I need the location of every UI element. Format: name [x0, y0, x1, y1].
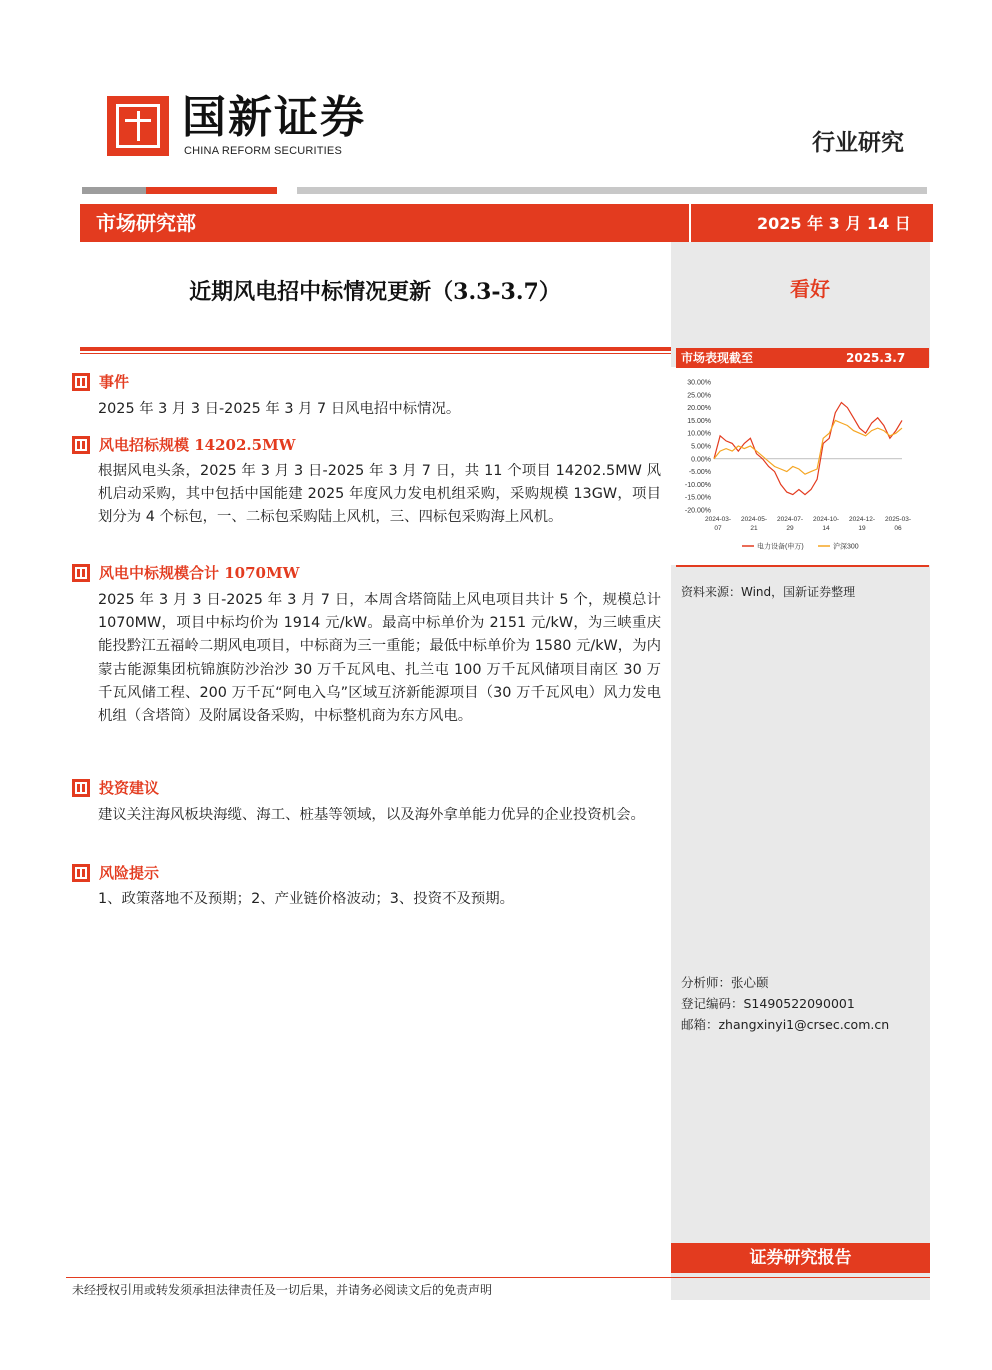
y-tick-label: 5.00% [691, 443, 711, 451]
title-rule-thin [80, 353, 671, 354]
x-tick-label: 2024-03-07 [704, 516, 732, 532]
y-tick-label: -15.00% [684, 494, 711, 502]
analyst-name: 分析师：张心颐 [681, 975, 769, 990]
analyst-registration: 登记编码：S1490522090001 [681, 996, 855, 1011]
section-bullet-icon [72, 373, 90, 391]
report-date: 2025 年 3 月 14 日 [757, 214, 911, 233]
x-tick-label: 2024-07-29 [776, 516, 804, 532]
section-tender-body: 根据风电头条，2025 年 3 月 3 日-2025 年 3 月 7 日，共 11 个项目 14202.5MW 风机启动采购，其中包括中国能建 2025 年度风力发电机组采购，采购规模 13GW，项目划分为 4 个标包，一、二标包采购陆上风机，三、四标包采购海上风机。 [98, 463, 661, 526]
industry-rating: 看好 [790, 277, 830, 301]
y-tick-label: 0.00% [691, 456, 711, 464]
title-rule-thick [80, 347, 671, 351]
section-tender-heading [72, 435, 296, 455]
y-tick-label: 25.00% [687, 392, 711, 400]
market-performance-chart [676, 372, 928, 562]
chart-bottom-rule [676, 565, 929, 567]
section-bullet-icon [72, 564, 90, 582]
legend-label-1: 沪深300 [833, 543, 859, 551]
y-tick-label: 20.00% [687, 405, 711, 413]
section-event-heading [72, 372, 129, 392]
section-title: 风电招标规模 14202.5MW [99, 436, 296, 454]
y-tick-label: 15.00% [687, 417, 711, 425]
section-advice-heading [72, 778, 159, 798]
series-line-1 [714, 420, 902, 474]
header-accent-red [146, 187, 277, 194]
header-accent-gray-right [297, 187, 927, 194]
section-award-body: 2025 年 3 月 3 日-2025 年 3 月 7 日，本周含塔筒陆上风电项目共计 5 个，规模总计 1070MW，项目中标均价为 1914 元/kW。最高中标单价为 2151 元/kW，为三峡重庆能投黔江五福岭二期风电项目，中标商为三一重能；最低中标单价为 1580 元/kW，为内蒙古能源集团杭锦旗防沙治沙 30 万千瓦风电、扎兰屯 100 万千瓦风储项目南区 30 万千瓦风储工程、200 万千瓦“阿电入乌”区域互济新能源项目（30 万千瓦风电）风力发电机组（含塔筒）及附属设备采购，中标整机商为东方风电。 [98, 592, 661, 725]
x-tick-label: 2024-10-14 [812, 516, 840, 532]
y-tick-label: 10.00% [687, 430, 711, 438]
y-tick-label: -20.00% [684, 507, 711, 515]
section-event-body: 2025 年 3 月 3 日-2025 年 3 月 7 日风电招中标情况。 [98, 401, 461, 417]
footer-rule [66, 1277, 930, 1278]
department-name: 市场研究部 [96, 211, 196, 235]
y-tick-label: -10.00% [684, 481, 711, 489]
section-risk-heading [72, 863, 159, 883]
y-tick-label: -5.00% [688, 469, 711, 477]
x-tick-label: 2024-12-19 [848, 516, 876, 532]
header-accent-gray-left [82, 187, 146, 194]
section-advice-body: 建议关注海风板块海缆、海工、桩基等领域，以及海外拿单能力优异的企业投资机会。 [98, 807, 645, 823]
chart-source: 资料来源：Wind，国新证券整理 [681, 585, 856, 599]
x-tick-label: 2024-05-21 [740, 516, 768, 532]
report-label: 证券研究报告 [749, 1248, 852, 1268]
section-award-heading [72, 563, 299, 583]
report-title: 近期风电招中标情况更新（3.3-3.7） [189, 279, 561, 305]
x-tick-label: 2025-03-06 [884, 516, 912, 532]
section-title: 风险提示 [99, 864, 160, 882]
report-type: 行业研究 [812, 129, 904, 156]
company-logo-english: CHINA REFORM SECURITIES [184, 145, 343, 157]
section-title: 投资建议 [99, 779, 160, 797]
disclaimer: 未经授权引用或转发须承担法律责任及一切后果，并请务必阅读文后的免责声明 [72, 1283, 493, 1297]
section-bullet-icon [72, 864, 90, 882]
series-line-0 [714, 403, 902, 495]
market-performance-date: 2025.3.7 [846, 351, 906, 365]
analyst-email: 邮箱：zhangxinyi1@crsec.com.cn [681, 1017, 890, 1032]
legend-label-0: 电力设备(申万) [757, 543, 804, 551]
market-performance-label: 市场表现截至 [681, 351, 754, 365]
section-bullet-icon [72, 436, 90, 454]
section-bullet-icon [72, 779, 90, 797]
company-logo-mark [107, 96, 169, 156]
y-tick-label: 30.00% [687, 379, 711, 387]
analyst-info [681, 972, 889, 1035]
section-title: 事件 [99, 373, 130, 391]
company-logo-name: 国新证券 [182, 92, 366, 143]
section-title: 风电中标规模合计 1070MW [99, 564, 300, 582]
section-risk-body: 1、政策落地不及预期；2、产业链价格波动；3、投资不及预期。 [98, 891, 515, 907]
